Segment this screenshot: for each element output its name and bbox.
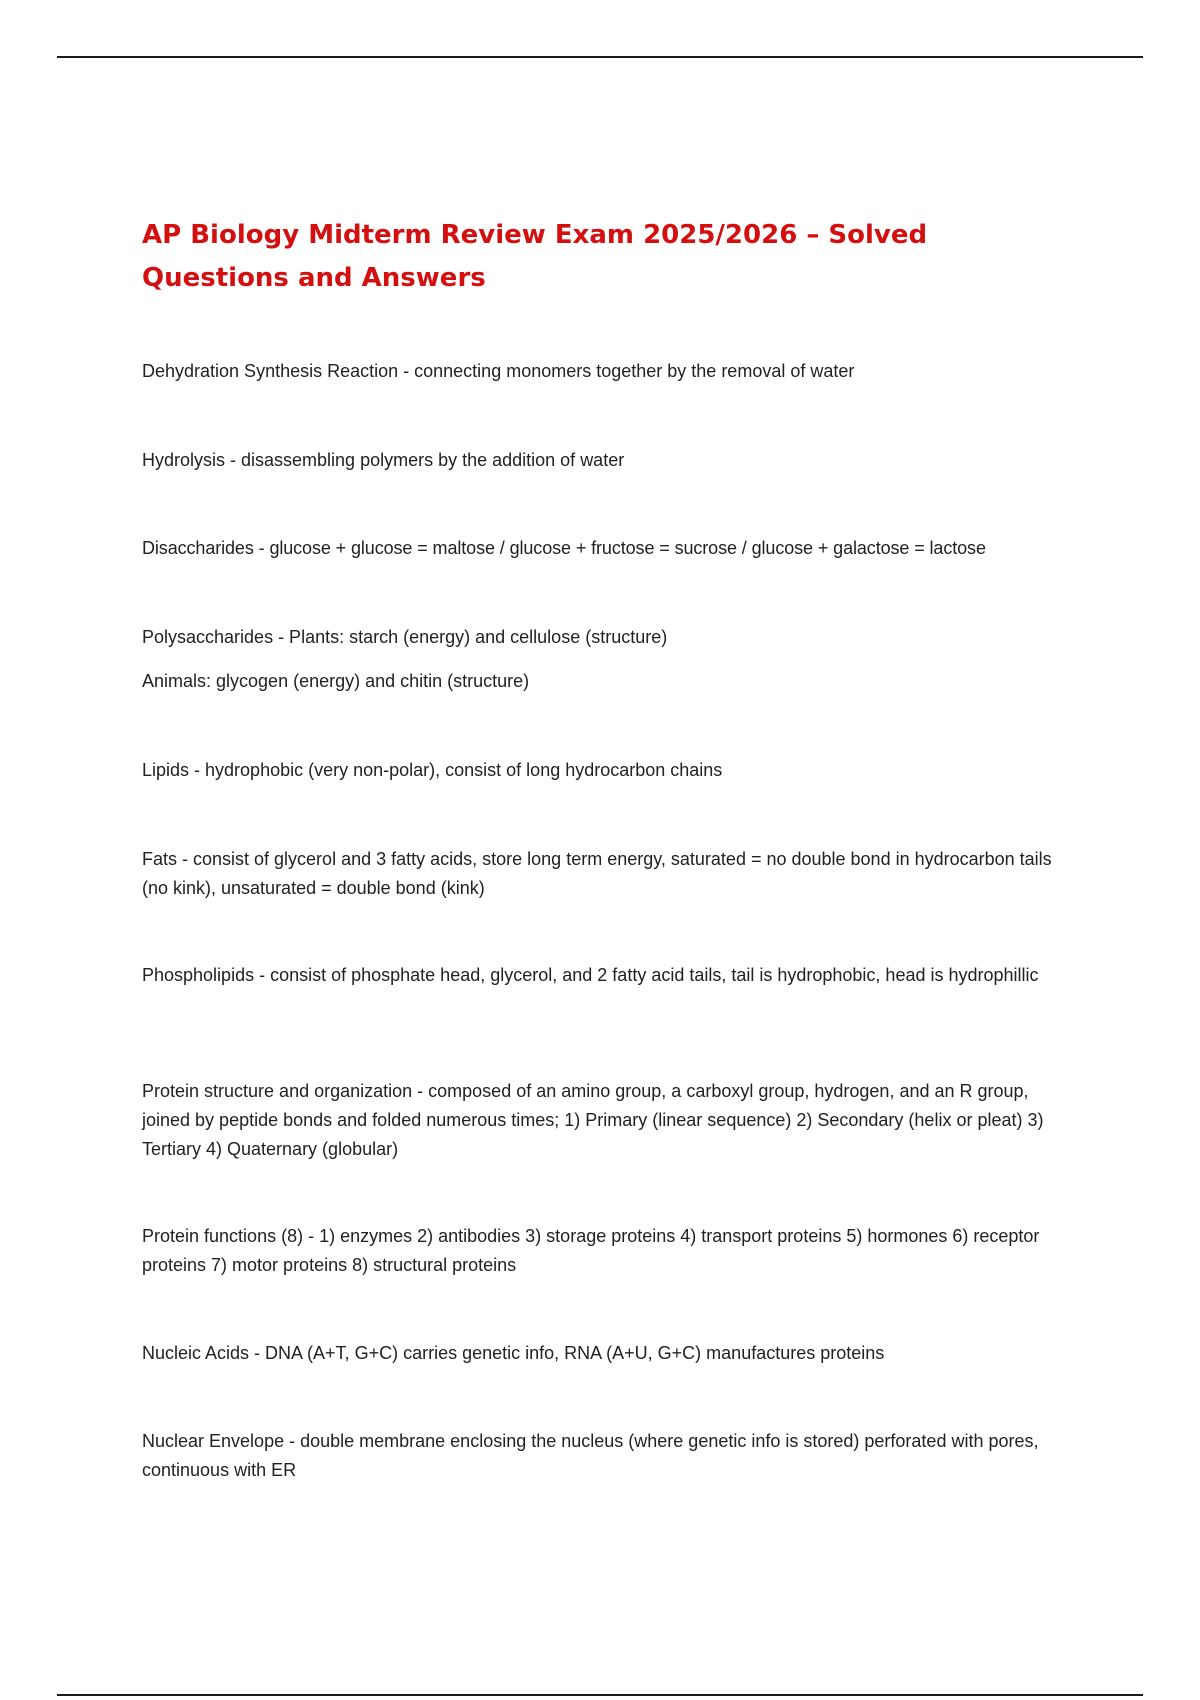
entry-lipids: Lipids - hydrophobic (very non-polar), consist of long hydrocarbon chains [142,760,723,780]
entry-fats: Fats - consist of glycerol and 3 fatty acids, store long term energy, saturated = no double bond in hydrocarbon tails (no kink), unsaturated = double bond (kink) [142,849,1052,898]
entry-protein-structure: Protein structure and organization - composed of an amino group, a carboxyl group, hydrogen, and an R group, joined by peptide bonds and folded numerous times; 1) Primary (linear sequence) 2) Secondary (helix or pleat) 3) Tertiary 4) Quaternary (globular) [142,1081,1044,1159]
entry-hydrolysis: Hydrolysis - disassembling polymers by the addition of water [142,450,625,470]
entry-polysaccharides: Polysaccharides - Plants: starch (energy) and cellulose (structure) [142,627,668,647]
entry-nuclear-envelope: Nuclear Envelope - double membrane enclosing the nucleus (where genetic info is stored) perforated with pores, continuous with ER [142,1431,1039,1480]
top-divider [57,56,1143,58]
bottom-divider [57,1694,1143,1696]
entry-polysaccharides-animals: Animals: glycogen (energy) and chitin (structure) [142,671,530,691]
entry-disaccharides: Disaccharides - glucose + glucose = maltose / glucose + fructose = sucrose / glucose + galactose = lactose [142,538,986,558]
document-title: AP Biology Midterm Review Exam 2025/2026 – Solved Questions and Answers [142,220,928,293]
entry-protein-functions: Protein functions (8) - 1) enzymes 2) antibodies 3) storage proteins 4) transport proteins 5) hormones 6) receptor proteins 7) motor proteins 8) structural proteins [142,1226,1040,1275]
entry-nucleic-acids: Nucleic Acids - DNA (A+T, G+C) carries genetic info, RNA (A+U, G+C) manufactures proteins [142,1343,885,1363]
entry-dehydration-synthesis: Dehydration Synthesis Reaction - connecting monomers together by the removal of water [142,361,855,381]
entry-phospholipids: Phospholipids - consist of phosphate head, glycerol, and 2 fatty acid tails, tail is hydrophobic, head is hydrophillic [142,965,1039,985]
